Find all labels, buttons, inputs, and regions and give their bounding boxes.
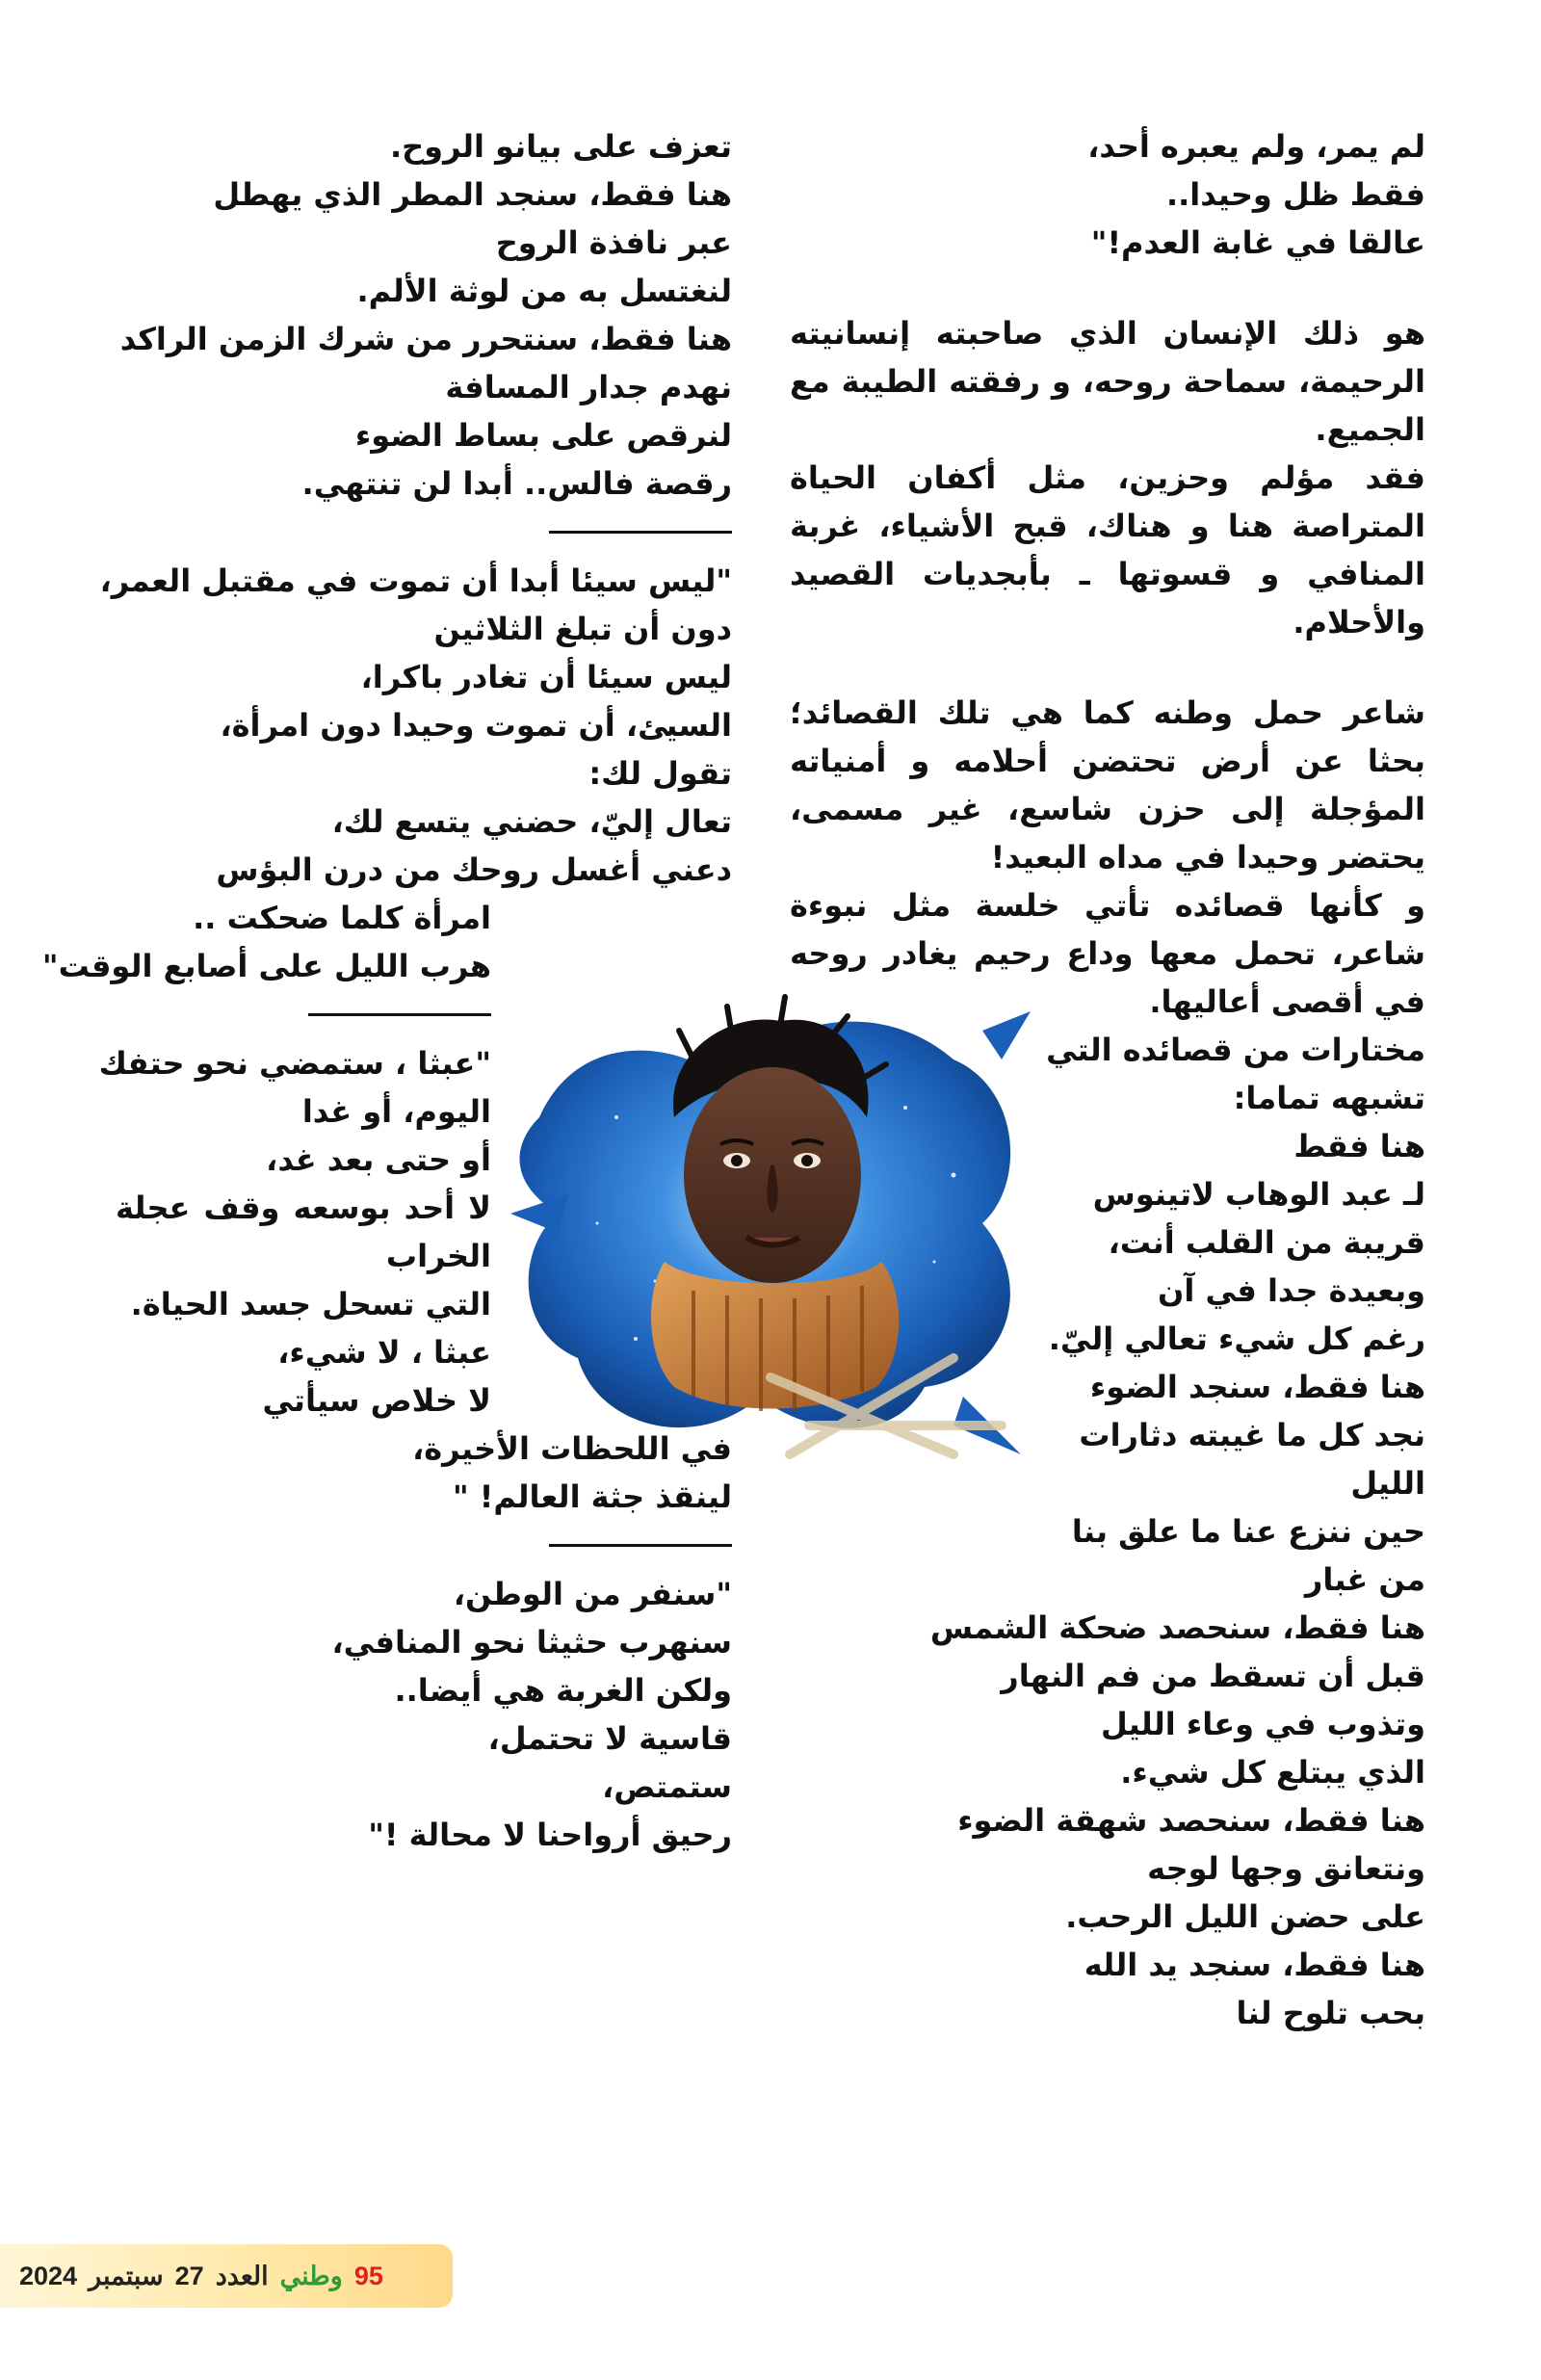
poem-line: هنا فقط، سنجد المطر الذي يهطل — [213, 176, 732, 213]
issue-label: العدد — [215, 2261, 269, 2290]
poem-line: ليس سيئا أن تغادر باكرا، — [360, 659, 732, 695]
poem-line: ولكن الغربة هي أيضا.. — [394, 1672, 732, 1709]
poem-line: نهدم جدار المسافة — [445, 369, 732, 405]
poem-line: لا أحد بوسعه وقف عجلة الخراب — [116, 1190, 491, 1274]
poem-line: تقول لك: — [588, 755, 732, 792]
paragraph: هو ذلك الإنسان الذي صاحبته إنسانيته الرحيمة، سماحة روحه، و رفقته الطيبة مع الجميع. — [790, 315, 1425, 448]
poem-line: عبثا ، لا شيء، — [277, 1334, 491, 1371]
poem-line: "عبثا ، ستمضي نحو حتفك — [98, 1045, 491, 1082]
poem-line: ستمتص، — [602, 1768, 732, 1805]
poem-line: رقصة فالس.. أبدا لن تنتهي. — [301, 465, 732, 502]
magazine-name: وطني — [279, 2261, 343, 2290]
poem-line: هنا فقط، سنجد الضوء — [1089, 1369, 1425, 1405]
poem-line: لنغتسل به من لوثة الألم. — [356, 273, 732, 309]
paragraph: فقد مؤلم وحزين، مثل أكفان الحياة المتراصة هنا و هناك، قبح الأشياء، غربة المنافي و قسوتها ـ بأبجديات القصيد والأحلام. — [790, 459, 1425, 641]
page-footer — [0, 2244, 453, 2308]
poem-line: رغم كل شيء تعالي إليّ. — [1048, 1321, 1425, 1357]
poem-line: رحيق أرواحنا لا محالة !" — [368, 1817, 732, 1853]
issue-month: سبتمبر — [89, 2261, 164, 2290]
text-line: عالقا في غابة العدم!" — [1090, 224, 1425, 261]
intro-line: تشبهه تماما: — [1233, 1080, 1425, 1116]
poem-line: "ليس سيئا أبدا أن تموت في مقتبل العمر، — [99, 562, 732, 599]
poem-line: قريبة من القلب أنت، — [1108, 1224, 1425, 1261]
section-divider — [549, 531, 732, 534]
page-number: 95 — [353, 2261, 383, 2290]
portrait-illustration — [501, 973, 1040, 1474]
poem-line: دعني أغسل روحك من درن البؤس — [216, 851, 732, 888]
section-divider — [308, 1013, 491, 1016]
poem-line: التي تسحل جسد الحياة. — [130, 1286, 491, 1322]
poem-line: السيئ، أن تموت وحيدا دون امرأة، — [220, 707, 732, 744]
poem-line: اليوم، أو غدا — [301, 1093, 491, 1130]
poem-line: أو حتى بعد غد، — [266, 1141, 491, 1178]
poem-author: لـ عبد الوهاب لاتينوس — [1092, 1176, 1425, 1213]
poem-line: الذي يبتلع كل شيء. — [1120, 1754, 1425, 1791]
poem-line: هرب الليل على أصابع الوقت" — [41, 948, 491, 984]
intro-line: مختارات من قصائده التي — [1046, 1032, 1425, 1068]
poem-line: هنا فقط، سنتحرر من شرك الزمن الراكد — [119, 321, 732, 357]
poem-line: الليل — [1350, 1465, 1425, 1502]
poem-line: امرأة كلما ضحكت .. — [193, 900, 491, 936]
poem-line: قبل أن تسقط من فم النهار — [1001, 1658, 1425, 1694]
text-line: فقط ظل وحيدا.. — [1165, 176, 1425, 213]
poem-line: نجد كل ما غيبته دثارات — [1079, 1417, 1425, 1453]
poem-line: بحب تلوح لنا — [1236, 1995, 1425, 2031]
poem-line: قاسية لا تحتمل، — [487, 1720, 732, 1757]
poem-line: ونتعانق وجها لوجه — [1147, 1850, 1425, 1887]
poem-line: هنا فقط، سنجد يد الله — [1084, 1947, 1425, 1983]
poem-line: في اللحظات الأخيرة، — [412, 1430, 732, 1467]
poem-line: تعال إليّ، حضني يتسع لك، — [331, 803, 732, 840]
poem-line: لا خلاص سيأتي — [262, 1382, 491, 1419]
poem-line: حين ننزع عنا ما علق بنا — [1071, 1513, 1425, 1550]
paragraph: و كأنها قصائده تأتي خلسة مثل نبوءة شاعر، تحمل معها وداع رحيم يغادر روحه في أقصى أعاليها. — [790, 887, 1425, 1020]
poem-line: دون أن تبلغ الثلاثين — [433, 611, 732, 647]
portrait-icon — [501, 973, 1040, 1474]
poem-line: عبر نافذة الروح — [495, 224, 732, 261]
poem-line: هنا فقط، سنحصد شهقة الضوء — [957, 1802, 1425, 1839]
issue-number: 27 — [174, 2261, 204, 2290]
poem-line: هنا فقط، سنحصد ضحكة الشمس — [929, 1609, 1425, 1646]
poem-line: على حضن الليل الرحب. — [1065, 1898, 1425, 1935]
issue-year: 2024 — [19, 2261, 78, 2290]
poem-title: هنا فقط — [1293, 1128, 1425, 1164]
poem-line: لينقذ جثة العالم! " — [452, 1478, 732, 1515]
poem-line: وبعيدة جدا في آن — [1158, 1272, 1425, 1309]
poem-line: "سنفر من الوطن، — [453, 1576, 732, 1612]
poem-line: وتذوب في وعاء الليل — [1101, 1706, 1425, 1742]
paragraph: شاعر حمل وطنه كما هي تلك القصائد؛ بحثا عن أرض تحتضن أحلامه و أمنياته المؤجلة إلى حزن شاسع، غير مسمى، يحتضر وحيدا في مداه البعيد! — [790, 694, 1425, 876]
poem-line: تعزف على بيانو الروح. — [389, 128, 732, 165]
poem-line: لنرقص على بساط الضوء — [354, 417, 732, 454]
text-line: لم يمر، ولم يعبره أحد، — [1087, 128, 1425, 165]
section-divider — [549, 1544, 732, 1547]
poem-line: من غبار — [1304, 1561, 1425, 1598]
poem-line: سنهرب حثيثا نحو المنافي، — [331, 1624, 732, 1661]
